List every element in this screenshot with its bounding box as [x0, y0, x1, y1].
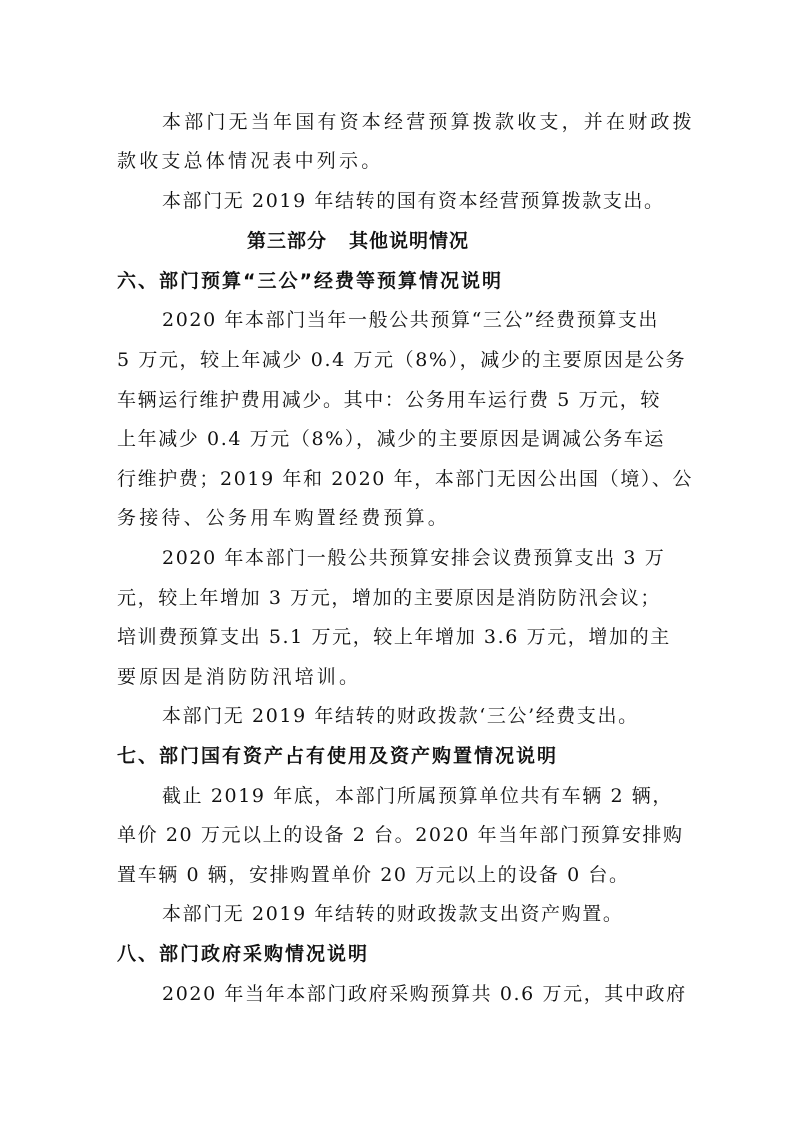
part-subtitle: 其他说明情况	[349, 230, 470, 252]
paragraph-line: 行维护费；2019 年和 2020 年，本部门无因公出国（境）、公	[117, 468, 694, 490]
paragraph-line: 2020 年当年本部门政府采购预算共 0.6 万元，其中政府	[162, 983, 687, 1005]
part-number: 第三部分	[247, 230, 328, 252]
paragraph-line: 务接待、公务用车购置经费预算。	[117, 507, 451, 529]
paragraph-line: 2020 年本部门一般公共预算安排会议费预算支出 3 万	[162, 547, 666, 569]
paragraph-line: 本部门无 2019 年结转的国有资本经营预算拨款支出。	[162, 190, 665, 212]
paragraph-line: 本部门无 2019 年结转的财政拨款支出资产购置。	[162, 903, 624, 925]
section-heading: 七、部门国有资产占有使用及资产购置情况说明	[117, 745, 559, 767]
paragraph-line: 置车辆 0 辆，安排购置单价 20 万元以上的设备 0 台。	[117, 864, 630, 886]
section-heading: 八、部门政府采购情况说明	[117, 943, 370, 965]
paragraph-line: 单价 20 万元以上的设备 2 台。2020 年当年部门预算安排购	[117, 824, 684, 846]
paragraph-line: 要原因是消防防汛培训。	[117, 666, 362, 688]
paragraph-line: 款收支总体情况表中列示。	[117, 150, 384, 172]
paragraph-line: 截止 2019 年底，本部门所属预算单位共有车辆 2 辆，	[162, 785, 674, 807]
paragraph-line: 本部门无 2019 年结转的财政拨款‘三公’经费支出。	[162, 705, 639, 727]
paragraph-line: 2020 年本部门当年一般公共预算“三公”经费预算支出	[162, 309, 660, 331]
part-title	[247, 229, 469, 253]
paragraph-line: 培训费预算支出 5.1 万元，较上年增加 3.6 万元，增加的主	[117, 626, 671, 648]
paragraph-line: 本部门无当年国有资本经营预算拨款收支，并在财政拨	[162, 111, 695, 133]
paragraph-line: 上年减少 0.4 万元（8%），减少的主要原因是调减公务车运	[117, 428, 665, 450]
paragraph-line: 车辆运行维护费用减少。其中：公务用车运行费 5 万元，较	[117, 389, 661, 411]
paragraph-line: 5 万元，较上年减少 0.4 万元（8%），减少的主要原因是公务	[117, 349, 687, 371]
paragraph-line: 元，较上年增加 3 万元，增加的主要原因是消防防汛会议；	[117, 587, 661, 609]
section-heading: 六、部门预算“三公”经费等预算情况说明	[117, 270, 503, 292]
